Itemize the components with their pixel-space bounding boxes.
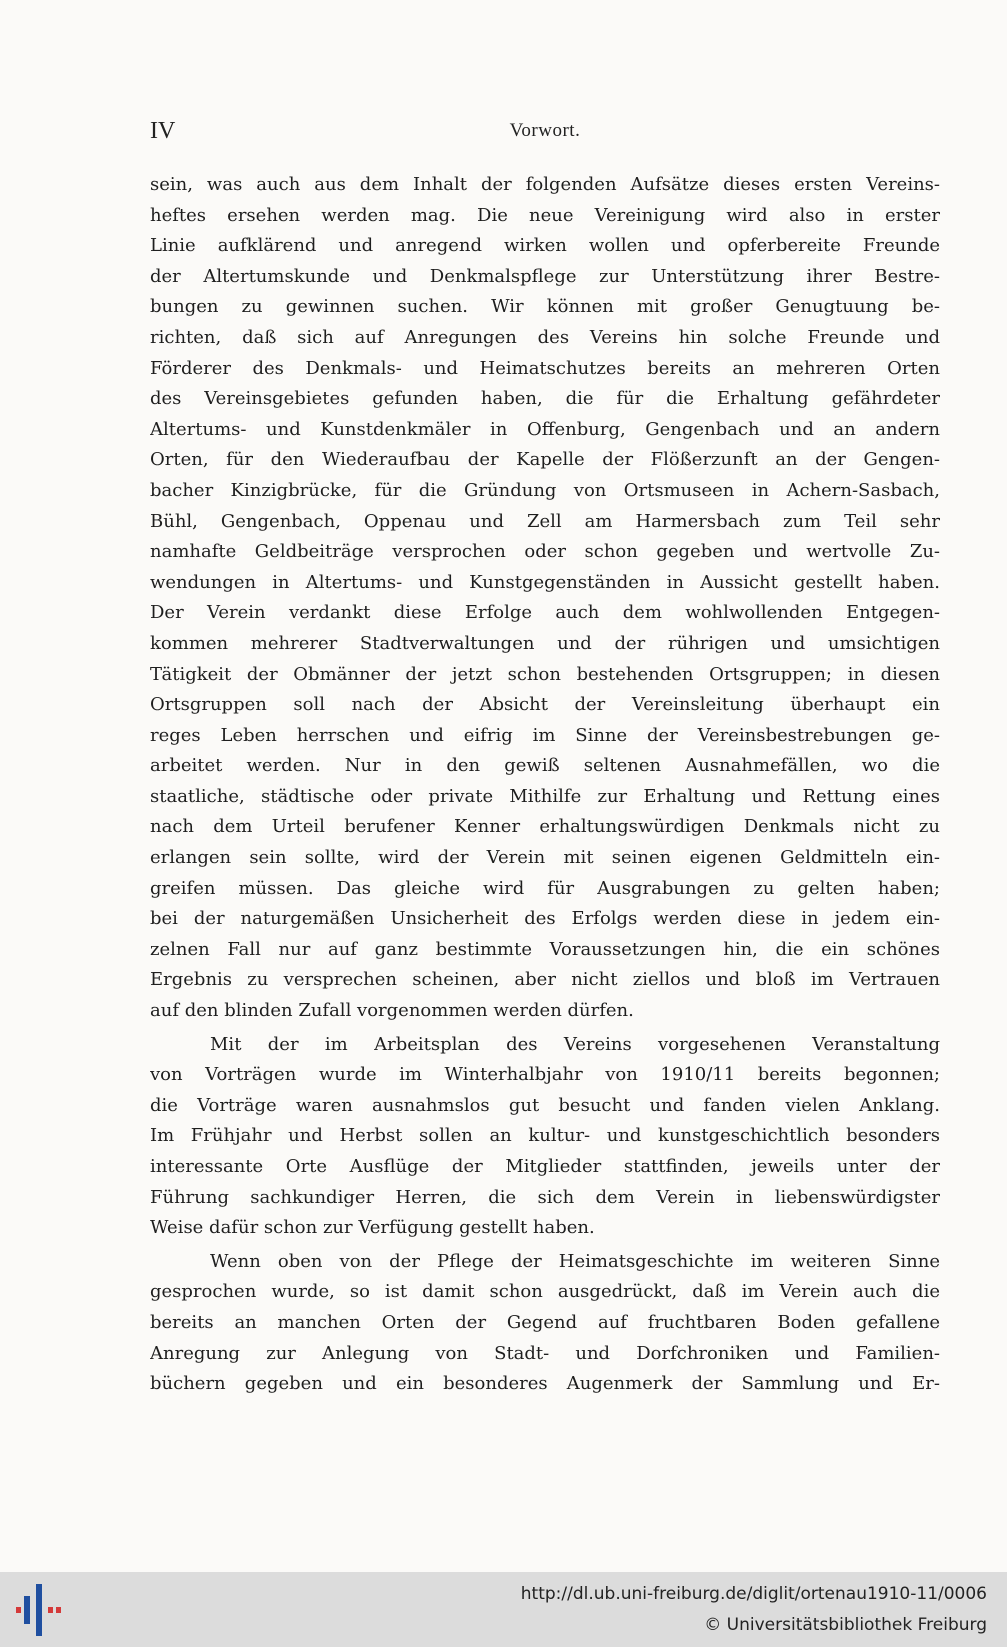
text-line: bei der naturgemäßen Unsicherheit des Erfolgs werden diese in jedem ein- <box>150 908 940 930</box>
text-line: kommen mehrerer Stadtverwaltungen und der rührigen und umsichtigen <box>150 632 940 654</box>
text-line: Führung sachkundiger Herren, die sich dem Verein in liebenswürdigster <box>150 1186 940 1208</box>
text-line: Ortsgruppen soll nach der Absicht der Vereinsleitung überhaupt ein <box>150 694 940 716</box>
text-line: Ergebnis zu versprechen scheinen, aber nicht ziellos und bloß im Vertrauen <box>150 969 940 991</box>
text-line: Wenn oben von der Pflege der Heimatsgeschichte im weiteren Sinne <box>210 1250 940 1272</box>
text-line: arbeitet werden. Nur in den gewiß seltenen Ausnahmefällen, wo die <box>150 755 940 777</box>
text-line: von Vorträgen wurde im Winterhalbjahr von 1910/11 bereits begonnen; <box>150 1064 940 1086</box>
copyright-notice: © Universitätsbibliothek Freiburg <box>704 1615 987 1635</box>
page-number: IV <box>150 118 176 144</box>
text-line: Orten, für den Wiederaufbau der Kapelle der Flößerzunft an der Gengen- <box>150 449 940 471</box>
body-text <box>150 170 940 1400</box>
text-line: sein, was auch aus dem Inhalt der folgenden Aufsätze dieses ersten Vereins- <box>150 174 940 195</box>
text-line: Förderer des Denkmals- und Heimatschutzes bereits an mehreren Orten <box>150 357 940 379</box>
text-line: Der Verein verdankt diese Erfolge auch dem wohlwollenden Entgegen- <box>150 602 940 624</box>
page-header <box>150 116 940 150</box>
text-line: nach dem Urteil berufener Kenner erhaltungswürdigen Denkmals nicht zu <box>150 816 940 838</box>
text-line: Mit der im Arbeitsplan des Vereins vorgesehenen Veranstaltung <box>210 1033 940 1055</box>
text-line: interessante Orte Ausflüge der Mitglieder stattfinden, jeweils unter der <box>150 1156 940 1177</box>
text-line: Bühl, Gengenbach, Oppenau und Zell am Harmersbach zum Teil sehr <box>150 510 940 532</box>
text-line: Weise dafür schon zur Verfügung gestellt haben. <box>150 1217 595 1239</box>
text-line: Anregung zur Anlegung von Stadt- und Dorfchroniken und Familien- <box>150 1342 940 1364</box>
text-line: heftes ersehen werden mag. Die neue Vereinigung wird also in erster <box>150 204 940 226</box>
text-line: richten, daß sich auf Anregungen des Vereins hin solche Freunde und <box>150 326 940 348</box>
text-line: bacher Kinzigbrücke, für die Gründung von Ortsmuseen in Achern-Sasbach, <box>150 479 940 501</box>
text-line: Linie aufklärend und anregend wirken wollen und opferbereite Freunde <box>150 235 940 257</box>
text-line: reges Leben herrschen und eifrig im Sinne der Vereinsbestrebungen ge- <box>150 724 940 746</box>
text-line: Im Frühjahr und Herbst sollen an kultur- und kunstgeschichtlich besonders <box>150 1125 940 1147</box>
viewer-footer <box>0 1572 1007 1647</box>
text-line: gesprochen wurde, so ist damit schon ausgedrückt, daß im Verein auch die <box>150 1281 940 1303</box>
text-line: greifen müssen. Das gleiche wird für Ausgrabungen zu gelten haben; <box>150 877 940 899</box>
ub-freiburg-logo-icon[interactable] <box>14 1580 64 1640</box>
text-line: bungen zu gewinnen suchen. Wir können mit großer Genugtuung be- <box>150 296 940 318</box>
text-line: büchern gegeben und ein besonderes Augenmerk der Sammlung und Er- <box>150 1373 940 1395</box>
running-title: Vorwort. <box>509 120 581 141</box>
text-line: auf den blinden Zufall vorgenommen werden dürfen. <box>150 1000 634 1022</box>
text-line: Altertums- und Kunstdenkmäler in Offenburg, Gengenbach und an andern <box>150 418 940 440</box>
text-line: des Vereinsgebietes gefunden haben, die für die Erhaltung gefährdeter <box>150 388 940 410</box>
text-line: Tätigkeit der Obmänner der jetzt schon bestehenden Ortsgruppen; in diesen <box>150 663 940 685</box>
text-line: die Vorträge waren ausnahmslos gut besucht und fanden vielen Anklang. <box>150 1094 940 1116</box>
text-line: staatliche, städtische oder private Mithilfe zur Erhaltung und Rettung eines <box>150 785 940 807</box>
text-line: der Altertumskunde und Denkmalspflege zur Unterstützung ihrer Bestre- <box>150 265 940 287</box>
text-line: bereits an manchen Orten der Gegend auf fruchtbaren Boden gefallene <box>150 1311 940 1333</box>
text-line: zelnen Fall nur auf ganz bestimmte Voraussetzungen hin, die ein schönes <box>150 938 940 960</box>
text-line: erlangen sein sollte, wird der Verein mit seinen eigenen Geldmitteln ein- <box>150 847 940 869</box>
text-line: namhafte Geldbeiträge versprochen oder schon gegeben und wertvolle Zu- <box>150 541 940 563</box>
text-line: wendungen in Altertums- und Kunstgegenständen in Aussicht gestellt haben. <box>150 571 940 593</box>
permalink-url[interactable]: http://dl.ub.uni-freiburg.de/diglit/ortenau1910-11/0006 <box>520 1584 987 1604</box>
